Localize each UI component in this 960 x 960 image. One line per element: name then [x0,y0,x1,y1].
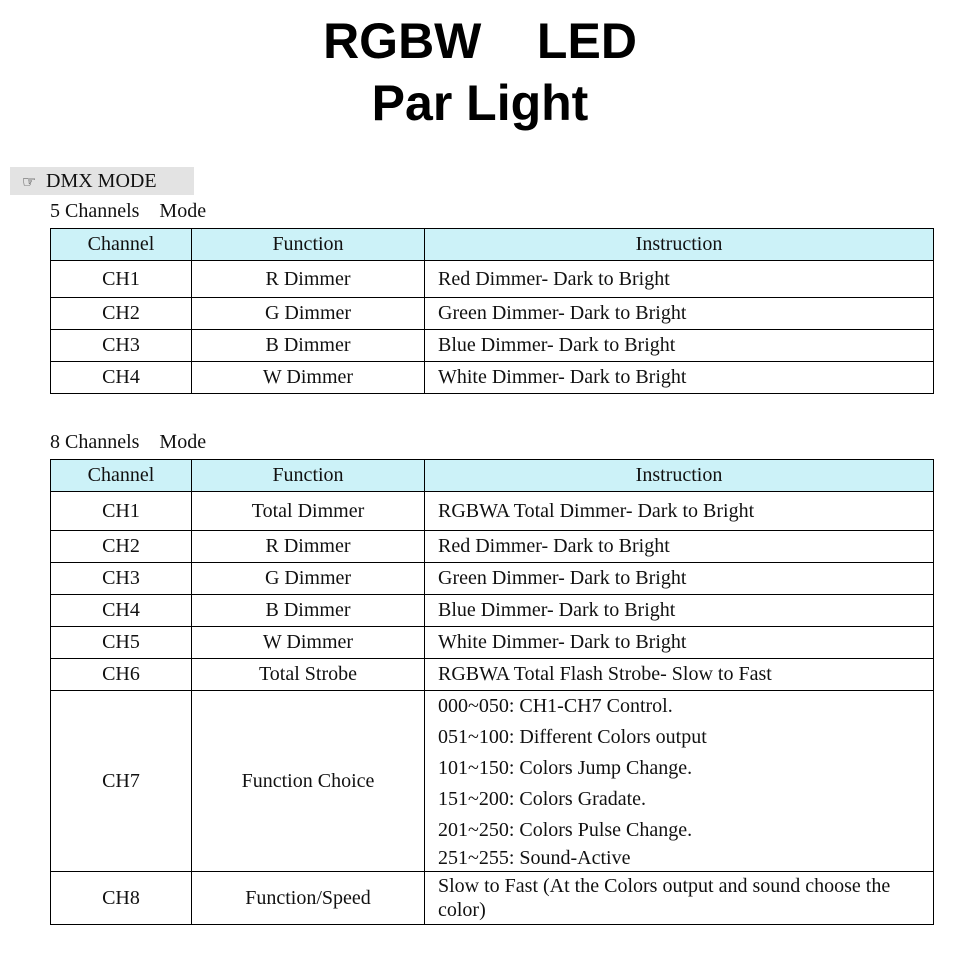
instruction-line: 101~150: Colors Jump Change. [438,757,693,779]
table-row [51,595,934,627]
channel-cell: CH3 [51,563,192,595]
channel-cell: CH6 [51,659,192,691]
channel-cell: CH1 [51,261,192,298]
instruction-cell: Blue Dimmer- Dark to Bright [425,330,934,362]
function-cell: Total Dimmer [192,492,425,531]
mode5-table [50,228,934,394]
instruction-cell: Green Dimmer- Dark to Bright [425,563,934,595]
instruction-line: 251~255: Sound-Active [438,847,631,869]
header-function: Function [192,229,425,261]
function-cell: Total Strobe [192,659,425,691]
function-cell: R Dimmer [192,531,425,563]
instruction-cell: Green Dimmer- Dark to Bright [425,298,934,330]
function-cell: G Dimmer [192,298,425,330]
instruction-cell: RGBWA Total Dimmer- Dark to Bright [425,492,934,531]
mode8-table [50,459,934,925]
title-line-2: Par Light [371,75,589,131]
section-header [10,167,194,195]
instruction-line: 051~100: Different Colors output [438,726,707,748]
table-header-row [51,229,934,261]
function-cell: R Dimmer [192,261,425,298]
table-header-row [51,460,934,492]
channel-cell: CH8 [51,872,192,925]
instruction-cell: White Dimmer- Dark to Bright [425,627,934,659]
function-cell: W Dimmer [192,362,425,394]
instruction-cell: Slow to Fast (At the Colors output and sound choose the color) [425,872,934,925]
mode8-label: 8 Channels Mode [50,431,207,453]
instruction-line: 151~200: Colors Gradate. [438,788,647,810]
channel-cell: CH1 [51,492,192,531]
function-cell: B Dimmer [192,595,425,627]
channel-cell: CH2 [51,531,192,563]
function-cell: B Dimmer [192,330,425,362]
table-row [51,627,934,659]
section-label: DMX MODE [46,169,157,192]
table-row [51,691,934,872]
header-channel: Channel [51,229,192,261]
pointing-hand-icon: ☞ [21,171,37,191]
table-row [51,492,934,531]
channel-cell: CH5 [51,627,192,659]
table-row [51,261,934,298]
header-instruction: Instruction [425,460,934,492]
table-row [51,362,934,394]
instruction-cell: Blue Dimmer- Dark to Bright [425,595,934,627]
function-cell: Function Choice [192,691,425,872]
function-cell: G Dimmer [192,563,425,595]
table-row [51,563,934,595]
channel-cell: CH7 [51,691,192,872]
function-cell: Function/Speed [192,872,425,925]
instruction-cell-multiline [425,691,934,872]
header-channel: Channel [51,460,192,492]
instruction-line: 201~250: Colors Pulse Change. [438,819,693,841]
table-row [51,330,934,362]
table-row [51,659,934,691]
instruction-cell: Red Dimmer- Dark to Bright [425,261,934,298]
header-function: Function [192,460,425,492]
channel-cell: CH4 [51,595,192,627]
table-row [51,531,934,563]
title-line-1: RGBW LED [323,13,637,69]
table-row [51,298,934,330]
instruction-cell: Red Dimmer- Dark to Bright [425,531,934,563]
instruction-cell: White Dimmer- Dark to Bright [425,362,934,394]
channel-cell: CH2 [51,298,192,330]
table-row [51,872,934,925]
function-cell: W Dimmer [192,627,425,659]
mode5-label: 5 Channels Mode [50,200,207,222]
instruction-line: 000~050: CH1-CH7 Control. [438,695,673,717]
channel-cell: CH3 [51,330,192,362]
instruction-cell: RGBWA Total Flash Strobe- Slow to Fast [425,659,934,691]
channel-cell: CH4 [51,362,192,394]
header-instruction: Instruction [425,229,934,261]
